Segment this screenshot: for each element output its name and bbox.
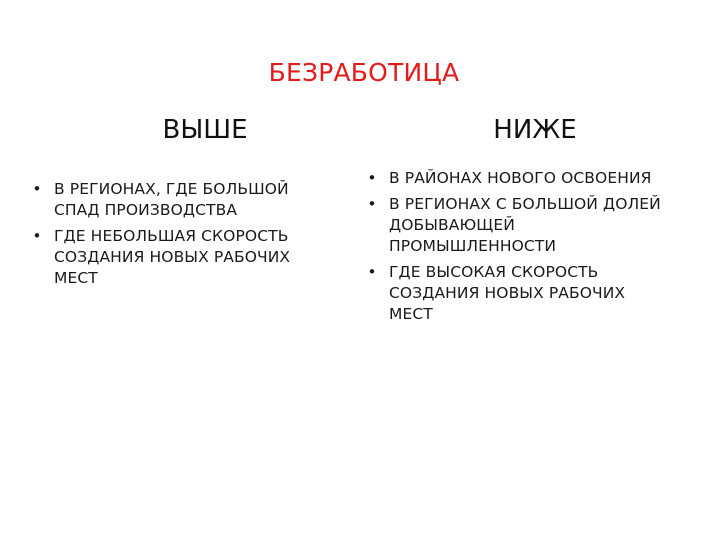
list-item [363,168,703,189]
list-item-text: В РЕГИОНАХ, ГДЕ БОЛЬШОЙ [54,180,289,198]
bullet-icon: • [367,169,377,187]
list-item-text: МЕСТ [389,305,433,323]
list-item-text: В РЕГИОНАХ С БОЛЬШОЙ ДОЛЕЙ [389,195,661,213]
list-item-text: ГДЕ ВЫСОКАЯ СКОРОСТЬ [389,263,599,281]
list-item-text: СОЗДАНИЯ НОВЫХ РАБОЧИХ [54,248,291,266]
list-item-text: ГДЕ НЕБОЛЬШАЯ СКОРОСТЬ [54,227,289,245]
bullet-icon: • [367,263,377,281]
slide-title: БЕЗРАБОТИЦА [268,58,460,87]
list-item-text: ПРОМЫШЛЕННОСТИ [389,237,557,255]
list-item-text: СОЗДАНИЯ НОВЫХ РАБОЧИХ [389,284,626,302]
lower-list [363,168,703,330]
list-item [28,179,348,221]
list-item-text: ДОБЫВАЮЩЕЙ [389,216,515,234]
bullet-icon: • [367,195,377,213]
list-item-text: МЕСТ [54,269,98,287]
heading-higher: ВЫШЕ [162,115,248,145]
heading-lower: НИЖЕ [493,115,577,145]
list-item [363,262,703,325]
list-item [363,194,703,257]
list-item [28,226,348,289]
list-item-text: СПАД ПРОИЗВОДСТВА [54,201,238,219]
bullet-icon: • [32,180,42,198]
higher-list [28,179,348,294]
bullet-icon: • [32,227,42,245]
list-item-text: В РАЙОНАХ НОВОГО ОСВОЕНИЯ [389,169,652,187]
